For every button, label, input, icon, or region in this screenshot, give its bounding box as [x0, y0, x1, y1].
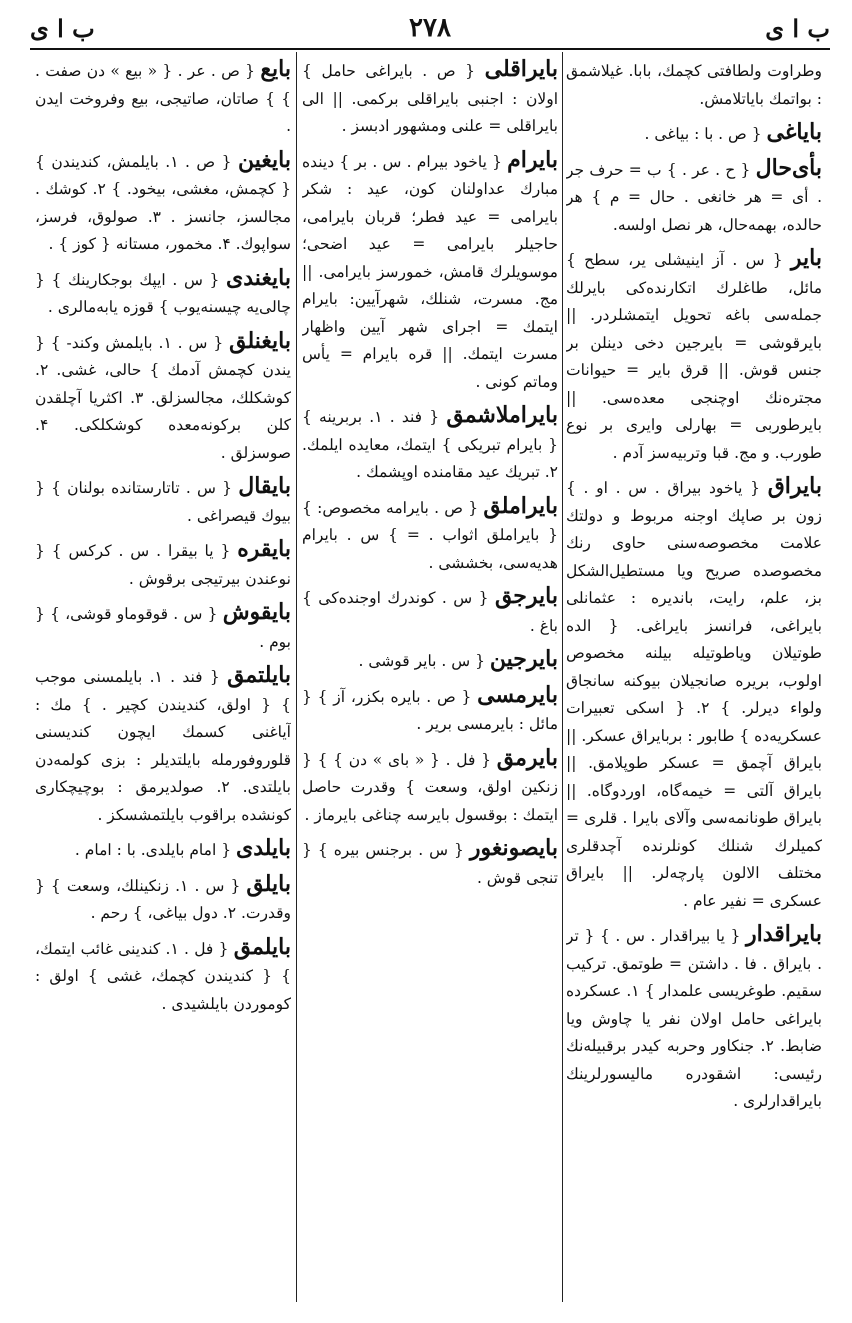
headword: بایرجق: [494, 583, 558, 609]
headword: بایرجین: [489, 646, 558, 672]
dictionary-entry: [302, 147, 558, 397]
headword: بایلدی: [236, 835, 291, 861]
headword: بایغندی: [226, 264, 291, 291]
headword: بایراملق: [483, 492, 558, 519]
header-rule: [30, 48, 830, 50]
dictionary-entry: [35, 147, 291, 259]
column-middle: [302, 56, 558, 1296]
definition: { یاخود بیراق . س . او . } زون بر صاپك اوجنه مربوط و دولتك علامت مخصوصه‌سنی حاوی رنك مخصوصده صریح ویا مستطیل‌الشكل بز، علم، رایت، باندیره : عثمانلی بایراغی، فرانسز بایراغی. { الده طوتیلان ویاطوتیله بیلنه مخصوص اولوب، بریره صانجیلان بیوكنه سانجاق ولواء دیرلر. } ۲. { اسكی تعبیرات عسكریه‌ده } طابور : بربایراق عسكر. || بایراق آچمق = عسكر طوپلامق. || بایراق آلتی = خیمه‌گاه، اوردوگاه. || بایراق طونانمه‌سی وآلای بایرا . قلری = كمیلرك شنلك كونلرنده آچدقلری مختلف الالون پارچه‌لر. || بایراق عسكری = نفیر عام .: [566, 479, 822, 910]
headword: بایقال: [238, 473, 291, 499]
definition: { س . ۱. زنكینلك، وسعت } { وقدرت. ۲. دول بیاغی، } رحم .: [35, 876, 291, 922]
headword: بایراملاشمق: [446, 402, 558, 428]
dictionary-entry: [35, 328, 291, 468]
definition: { فل . ۱. كندینی غائب ایتمك، } { كندیندن كچمك، غشی } اولق : كوموردن بایلشیدی .: [35, 939, 291, 1013]
headword: بایر: [790, 245, 822, 271]
column-divider: [296, 52, 297, 1302]
headword: بایقوش: [222, 599, 291, 625]
headword: بایصونغور: [469, 835, 558, 861]
definition: { فند . ۱. بربرینه } { بایرام تبریكی } ایتمك، معایده ایلمك. ۲. تبریك عید مقامنده اوپشمك .: [302, 408, 558, 481]
definition: { فند . ۱. بایلمسنی موجب } { اولق، كندیندن كچیر . } مك : آیاغنی كسمك ایچون كندیسنی قلوروفورمله بایلتدیلر : بزی كولمه‌دن بایلتدی. ۲. صولدیرمق : بوچیچكاری كونشده براقوب بایلتمشسكز .: [35, 668, 291, 824]
definition: { س . آز اینیشلی یر، سطح } مائل، طاغلرك اتكارنده‌كی بایرلك جمله‌سی باغه تحویل ایتمشلردر. || بایرقوشی = بایرجین دخی دینلن بر جنس قوش. || قرق بایر = حیوانات مجتره‌نك اوچنجی معده‌سی. || بایرطوربی = بهارلی وایری بر نوع طورب. و مج. قبا وتربیه‌سز آدم .: [566, 251, 822, 462]
headword: بایقره: [237, 536, 291, 562]
headword: بایرمسی: [477, 681, 558, 708]
headword: بایع: [260, 56, 291, 82]
headword: بایراقدار: [745, 921, 822, 947]
headword: بایلتمق: [227, 662, 291, 688]
header-right: ب ا ی: [765, 13, 830, 43]
dictionary-entry: [35, 662, 291, 829]
headword: بایلمق: [233, 933, 291, 960]
definition: { ص . ۱. بایلمش، كندیندن } { كچمش، مغشی، بیخود. } ۲. كوشك . مجالسز، جانسز . ۳. صولوق، فرسز، سواپوك. ۴. مخمور، مستانه { كوز } .: [35, 152, 291, 253]
headword: بایراق: [767, 473, 822, 499]
column-divider: [562, 52, 563, 1302]
definition: { ص . بایراغی حامل } اولان : اجنبی بایراقلی بركمی. || الی بایراقلی = علنی ومشهور ادبسز .: [302, 62, 558, 135]
header-left: ب ا ی: [30, 13, 95, 43]
definition: { س . كوندرك اوجنده‌كی } باغ .: [302, 589, 558, 635]
definition: { س . تاتارستانده بولنان } { بیوك قیصراغی .: [35, 479, 291, 525]
dictionary-entry: [302, 682, 558, 739]
dictionary-entry: [35, 934, 291, 1019]
headword: بایاغی: [766, 119, 822, 145]
dictionary-entry: [302, 583, 558, 640]
headword: بایلق: [246, 870, 291, 897]
definition: { س . ایپك بوجكارینك } { چالی‌یه چیسنه‌یوب } قوزه یابه‌مالری .: [35, 270, 291, 316]
definition: { ص . بایره بكزر، آز } { مائل : بایرمسی بریر .: [302, 687, 558, 733]
column-left: [35, 56, 291, 1296]
headword: بأی‌حال: [755, 154, 822, 181]
dictionary-entry: [35, 599, 291, 656]
dictionary-entry: [35, 871, 291, 928]
definition: { س . قوقوماو قوشی، } { بوم .: [35, 605, 291, 651]
dictionary-entry: [566, 921, 822, 1116]
dictionary-entry: [566, 473, 822, 915]
column-right: [566, 56, 822, 1296]
dictionary-entry: [302, 493, 558, 578]
definition: { فل . { « بای » دن } } { زنكین اولق، وسعت } وقدرت حاصل ایتمك : بوقسول بایرسه چناغی بایرماز .: [302, 750, 558, 824]
dictionary-entry: [302, 56, 558, 141]
definition: { یا بیقرا . س . كركس } { نوعندن بیرتیجی برقوش .: [35, 542, 291, 588]
dictionary-entry: [302, 835, 558, 892]
dictionary-entry: [566, 245, 822, 467]
dictionary-entry: [35, 265, 291, 322]
headword: بایرمق: [496, 744, 558, 771]
definition: وطراوت ولطافتی کچمك، بابا. غیلاشمق : بواتمك بایاتلامش.: [566, 62, 822, 108]
definition: { ح . عر . } ب = حرف جر . أی = هر خانغی . حال = م } هر حالده، بهمه‌حال، هر نصل اولسه.: [566, 160, 822, 234]
dictionary-entry: [35, 473, 291, 530]
definition: { س . بایر قوشی .: [358, 652, 485, 670]
definition: { یا بیراقدار . س . } { تر . بایراق . فا . داشتن = طوتمق. تركیب سقیم. طوغریسی علمدار } ۱. عسكرده بایراغی حامل اولان نفر یا چاوش ویا ضابط. ۲. جنكاور وحربه كیدر برقبیله‌نك رئیسی: اشقودره مالیسورلرینك بایراقدارلری .: [566, 927, 822, 1110]
definition: { ص . با : بیاغی .: [644, 125, 762, 143]
definition: { امام بایلدی. با : امام .: [74, 841, 232, 859]
definition: { س . ۱. بایلمش وكند- } { یندن كچمش آدمك } حالی، غشی. ۲. كوشكلك، مجالسزلق. ۳. اكثریا آچلقدن كلن بركونه‌معده كوشكلكی. ۴. صوسزلق .: [35, 333, 291, 462]
dictionary-entry: [35, 56, 291, 141]
page-header: [30, 12, 830, 44]
dictionary-entry: [566, 56, 822, 113]
dictionary-entry: [302, 745, 558, 830]
dictionary-entry: [302, 646, 558, 676]
page-number: ۲۷۸: [409, 13, 451, 43]
definition: { ص . بایرامه مخصوص: } { بایراملق اثواب . = } س . بایرام هدیه‌سی، بخششی .: [302, 498, 558, 572]
headword: بایراقلی: [484, 56, 558, 82]
definition: { ص . عر . { « بیع » دن صفت . } } صاتان، صاتیجی، بیع وفروخت ایدن .: [35, 62, 291, 135]
dictionary-entry: [302, 402, 558, 487]
headword: بایغین: [238, 146, 291, 173]
dictionary-entry: [35, 536, 291, 593]
dictionary-page: [30, 12, 830, 1302]
definition: { س . برجنس بیره } { تنجی قوش .: [302, 841, 558, 887]
dictionary-entry: [35, 835, 291, 865]
definition: { یاخود بیرام . س . بر } دینده مبارك عداولنان كون، عید : شكر بایرامی = عید فطر؛ قربان بایرامی، حاجیلر بایرامی = عید اضحی؛ موسویلرك قامش، خمورسز بایرامی. || مج. مسرت، شنلك، شهرآیین: بایرام ایتمك = اجرای شهر آیین واظهار مسرت ایتمك. || قره بایرام = یأس وماتم كونی .: [302, 152, 558, 391]
headword: بایغنلق: [229, 327, 291, 354]
dictionary-entry: [566, 155, 822, 240]
dictionary-entry: [566, 119, 822, 149]
headword: بایرام: [507, 146, 558, 173]
